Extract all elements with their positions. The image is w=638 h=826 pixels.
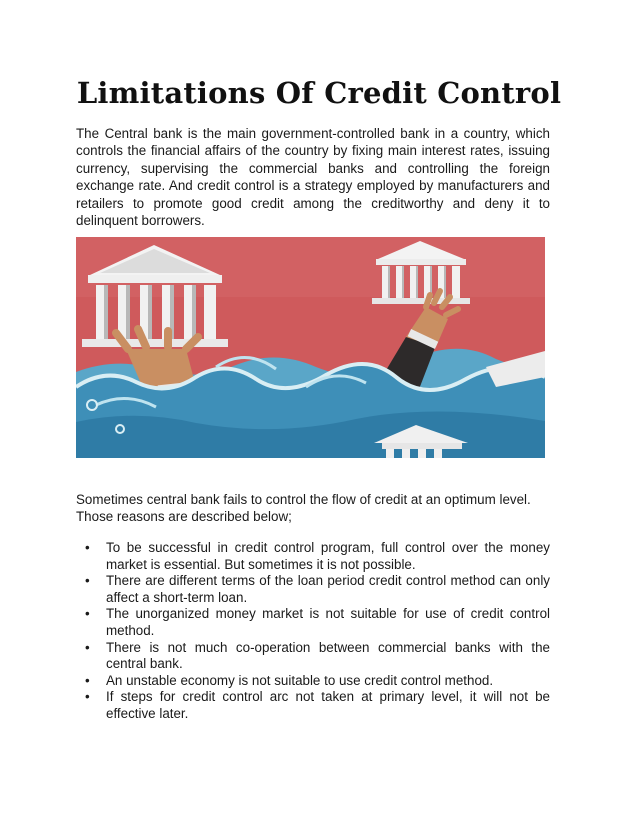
list-item-text: If steps for credit control arc not taken at primary level, it will not be effective later. [106,689,550,721]
list-item [76,640,550,673]
list-item [76,573,550,606]
list-item-text: To be successful in credit control program, full control over the money market is essential. But sometimes it is not possible. [106,540,550,572]
list-item [76,540,550,573]
list-item-text: There are different terms of the loan period credit control method can only affect a short-term loan. [106,573,550,605]
list-item-text: There is not much co-operation between commercial banks with the central bank. [106,639,550,672]
bullet-icon: • [85,689,90,705]
list-item-text: An unstable economy is not suitable to use credit control method. [106,672,494,688]
list-item [76,689,550,722]
drowning-banks-illustration [76,237,545,458]
list-item [76,673,550,690]
bullet-icon: • [85,606,90,622]
list-item [76,606,550,639]
list-item-text: The unorganized money market is not suitable for use of credit control method. [106,606,550,638]
bullet-icon: • [85,639,90,655]
bullet-icon: • [85,573,90,589]
limitations-list [76,540,550,723]
intro-paragraph: The Central bank is the main government-controlled bank in a country, which controls the financial affairs of the country by fixing main interest rates, issuing currency, supervising the commercial banks and controlling the foreign exchange rate. And credit control is a strategy employed by manufacturers and retailers to promote good credit among the creditworthy and deny it to delinquent borrowers. [76,126,550,229]
bullet-icon: • [85,672,90,688]
reasons-intro-paragraph: Sometimes central bank fails to control the flow of credit at an optimum level. Those reasons are described below; [76,492,531,525]
bullet-icon: • [85,540,90,555]
page-title: Limitations Of Credit Control [76,76,562,110]
